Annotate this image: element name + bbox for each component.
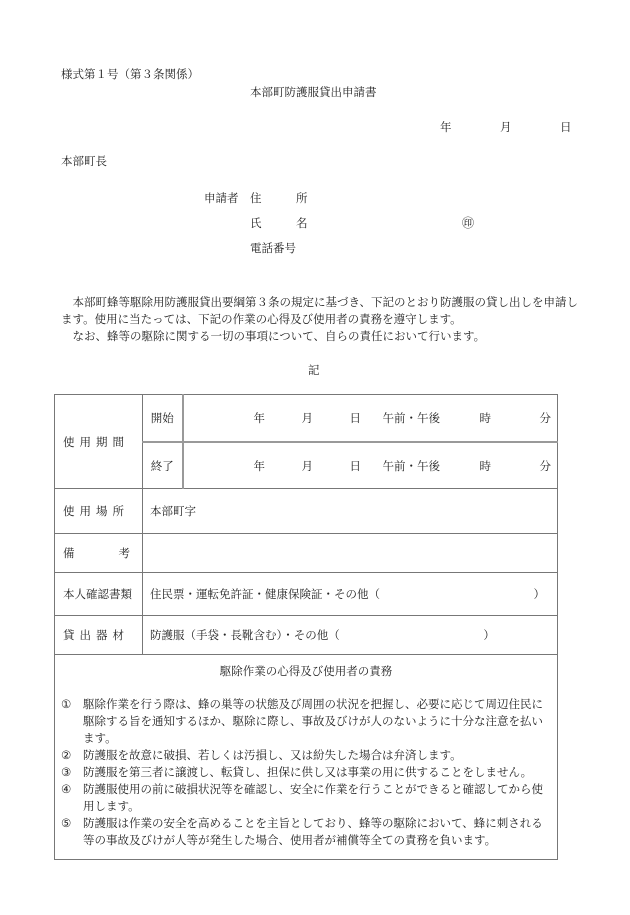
remarks-field[interactable] [143,534,558,573]
note-number: ⑤ [61,816,72,830]
date-month-label: 月 [500,120,512,134]
phone-label: 電話番号 [250,241,296,255]
id-document-field[interactable] [143,573,558,616]
start-minute-unit: 分 [539,411,551,425]
note-text: 防護服を故意に破損、若しくは汚損し、又は紛失した場合は弁済します。 [83,748,462,762]
seal-mark: ㊞ [462,216,475,230]
address-label-1: 住 [250,191,262,205]
end-label: 終了 [143,442,183,489]
note-number: ① [61,697,72,711]
start-hour-unit: 時 [479,411,491,425]
period-label: 使用期間 [55,395,143,489]
end-ampm: 午前・午後 [382,458,440,473]
note-number: ② [61,748,72,762]
address-label-2: 所 [296,191,308,205]
equipment-close: ） [483,628,495,642]
place-label: 使用場所 [55,489,143,534]
note-text: 防護服は作業の安全を高めることを主旨としており、蜂等の駆除において、蜂に刺される等の事故及びけが人等が発生した場合、使用者が補償等全ての責務を負います。 [83,816,543,847]
date-year-label: 年 [440,120,452,134]
remarks-label-2: 考 [118,546,130,560]
name-label-2: 名 [296,216,308,230]
end-time-field[interactable] [183,442,558,489]
end-month-unit: 月 [301,458,313,473]
id-document-label: 本人確認書類 [55,573,143,616]
note-number: ③ [61,765,72,779]
remarks-label [55,534,143,573]
start-ampm: 午前・午後 [382,411,440,425]
document-title: 本部町防護服貸出申請書 [250,85,377,99]
start-label: 開始 [143,395,183,443]
note-text: 防護服を第三者に譲渡し、転貸し、担保に供し又は事業の用に供することをしません。 [83,765,533,779]
equipment-options: 防護服（手袋・長靴含む）・その他（ [150,628,340,642]
end-hour-unit: 時 [479,458,491,473]
start-month-unit: 月 [301,411,313,425]
id-document-close: ） [533,587,545,601]
name-label-1: 氏 [250,216,262,230]
start-time-field[interactable] [183,395,558,443]
application-table [54,394,558,860]
note-item [61,815,551,849]
note-item [61,764,551,781]
notes-section [55,655,558,860]
end-day-unit: 日 [349,458,361,473]
date-day-label: 日 [560,120,572,134]
start-year-unit: 年 [253,411,265,425]
end-year-unit: 年 [253,458,265,473]
remarks-label-1: 備 [63,546,75,560]
id-document-options: 住民票・運転免許証・健康保険証・その他（ [150,587,380,601]
form-number: 様式第１号（第３条関係） [61,67,199,81]
start-day-unit: 日 [349,411,361,425]
addressee: 本部町長 [61,154,107,168]
place-field[interactable]: 本部町字 [143,489,558,534]
note-item [61,781,551,815]
note-text: 駆除作業を行う際は、蜂の巣等の状態及び周囲の状況を把握し、必要に応じて周辺住民に駆除する旨を通知するほか、駆除に際し、事故及びけが人のないように十分な注意を払います。 [83,697,543,745]
notes-title: 駆除作業の心得及び使用者の責務 [219,664,393,678]
body-paragraph-2: なお、蜂等の駆除に関する一切の事項について、自らの責任において行います。 [72,329,486,343]
note-item [61,747,551,764]
note-item [61,696,551,747]
note-text: 防護服使用の前に破損状況等を確認し、安全に作業を行うことができると確認してから使用します。 [83,782,543,813]
end-minute-unit: 分 [539,458,551,473]
body-paragraph-1: 本部町蜂等駆除用防護服貸出要綱第３条の規定に基づき、下記のとおり防護服の貸し出しを申請します。使用に当たっては、下記の作業の心得及び使用者の責務を遵守します。 [61,295,579,326]
equipment-field[interactable] [143,616,558,655]
equipment-label: 貸出器材 [55,616,143,655]
note-number: ④ [61,782,72,796]
applicant-label: 申請者 [204,191,239,205]
body-text [61,294,581,345]
ki-heading: 記 [308,363,320,377]
